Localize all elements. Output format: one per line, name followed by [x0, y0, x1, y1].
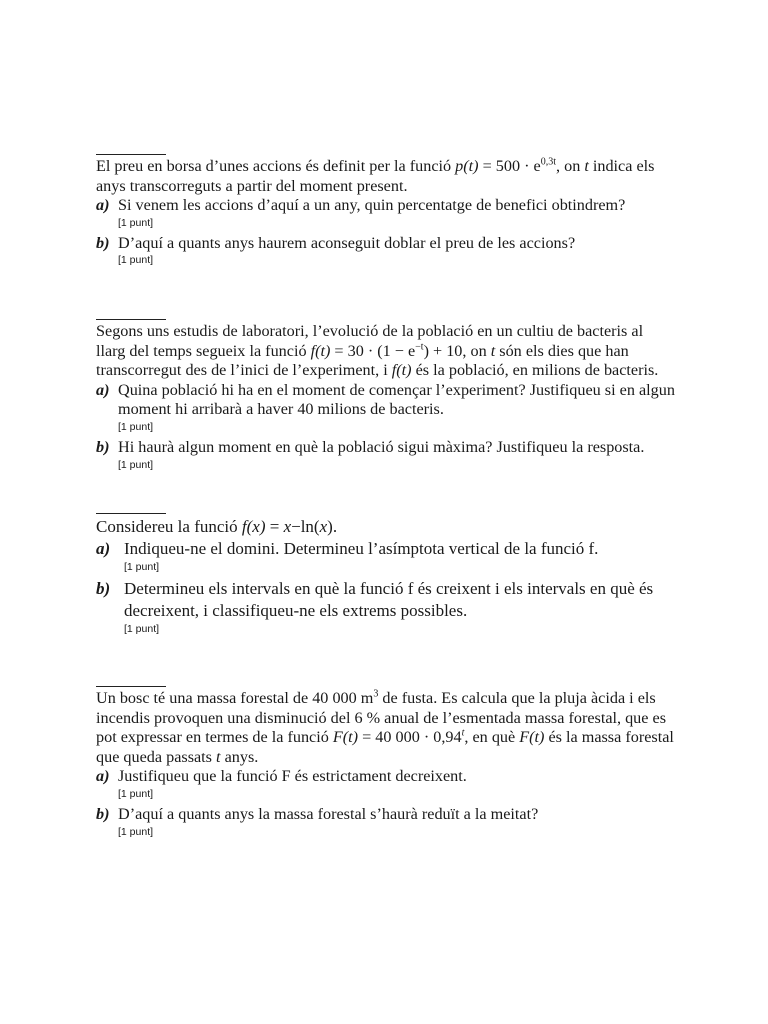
separator-rule	[96, 513, 166, 514]
score-note: [1 punt]	[118, 420, 154, 433]
question-a	[96, 538, 676, 560]
question-label: a)	[96, 767, 110, 786]
problem-statement: Un bosc té una massa forestal de 40 000 $m^3$ de fusta. Es calcula que la pluja àcida i els incendis provoquen una disminució del 6 % anual de l’esmentada massa forestal, que es pot expressar en termes de la funció F(t) = 40 $000 \cdot 0,94^t$, en què F(t) és la massa forestal que queda passats t anys.	[96, 688, 674, 766]
question-b	[96, 234, 676, 254]
score-note: [1 punt]	[118, 825, 154, 838]
separator-rule	[96, 154, 166, 155]
question-text: Indiqueu-ne el domini. Determineu l’asímptota vertical de la funció f.	[124, 539, 599, 558]
problem-4	[96, 686, 676, 843]
score-note: [1 punt]	[118, 787, 154, 800]
question-text: D’aquí a quants anys la massa forestal s’haurà reduït a la meitat?	[118, 804, 539, 823]
question-a	[96, 196, 676, 216]
problem-statement: Considereu la funció f(x) = x−ln(x).	[96, 517, 338, 536]
problem-statement: Segons uns estudis de laboratori, l’evolució de la població en un cultiu de bacteris al llarg del temps segueix la funció $f(t) = 30 \cdot (1 - e^{-t}) + 10$, on t són els dies que han transcorregut des de l’inici de l’experiment, i f(t) és la població, en milions de bacteris.	[96, 322, 659, 380]
question-text: Hi haurà algun moment en què la població sigui màxima? Justifiqueu la resposta.	[118, 437, 645, 456]
question-label: a)	[96, 539, 111, 558]
question-label: b)	[96, 437, 110, 456]
separator-rule	[96, 686, 166, 687]
question-b	[96, 578, 676, 622]
problem-3	[96, 513, 676, 640]
problem-1	[96, 154, 676, 271]
question-text: Justifiqueu que la funció F és estrictament decreixent.	[118, 767, 467, 786]
question-text: Determineu els intervals en què la funció f és creixent i els intervals en què és decreixent, i classifiqueu-ne els extrems possibles.	[124, 579, 654, 620]
score-note: [1 punt]	[124, 561, 160, 573]
question-text: D’aquí a quants anys haurem aconseguit doblar el preu de les accions?	[118, 233, 576, 252]
score-note: [1 punt]	[124, 623, 160, 635]
question-a	[96, 381, 676, 420]
question-label: b)	[96, 804, 110, 823]
separator-rule	[96, 319, 166, 320]
question-b	[96, 805, 676, 825]
question-a	[96, 767, 676, 787]
problem-statement: El preu en borsa d’unes accions és definit per la funció $p(t) = 500 \cdot e^{0,3t}$, on t indica els anys transcorreguts a partir del moment present.	[96, 156, 655, 195]
question-label: a)	[96, 380, 110, 399]
question-b	[96, 438, 676, 458]
problem-2	[96, 319, 676, 476]
question-text: Quina població hi ha en el moment de començar l’experiment? Justifiqueu si en algun moment hi arribarà a haver 40 milions de bacteris.	[118, 380, 675, 419]
question-label: b)	[96, 579, 111, 598]
question-label: a)	[96, 196, 110, 215]
score-note: [1 punt]	[118, 254, 154, 267]
question-label: b)	[96, 233, 110, 252]
question-text: Si venem les accions d’aquí a un any, quin percentatge de benefici obtindrem?	[118, 196, 626, 215]
score-note: [1 punt]	[118, 216, 154, 229]
score-note: [1 punt]	[118, 458, 154, 471]
